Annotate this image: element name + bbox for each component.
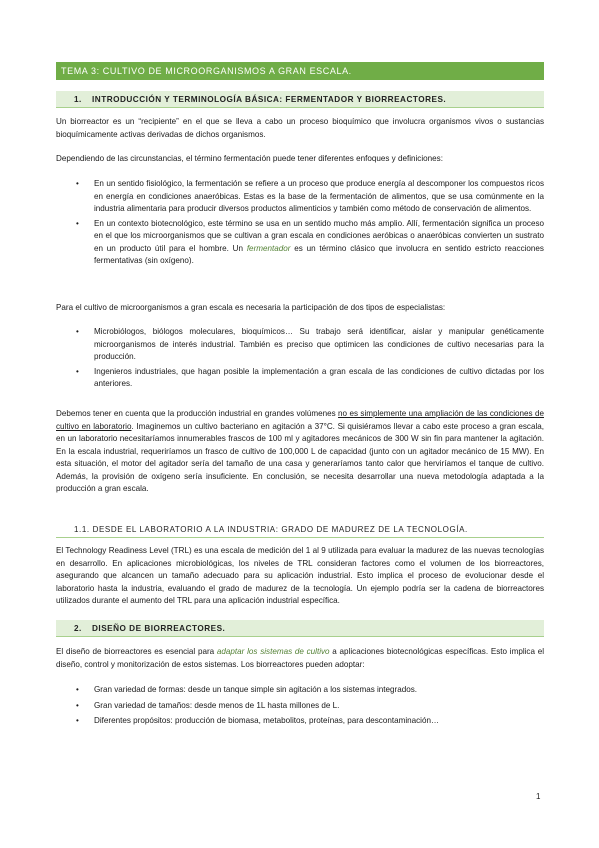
fermentation-paragraph: [56, 153, 544, 166]
scale-up-paragraph: [56, 408, 544, 496]
bullet-icon: •: [76, 716, 79, 725]
trl-paragraph: [56, 545, 544, 608]
section-number: 1.: [74, 95, 82, 104]
bullet-icon: •: [76, 685, 79, 694]
paragraph-text: [56, 646, 544, 671]
chapter-banner: TEMA 3: CULTIVO DE MICROORGANISMOS A GRAN ESCALA.: [56, 62, 544, 80]
paragraph-text: Un biorreactor es un “recipiente” en el que se lleva a cabo un proceso bioquímico que involucra organismos vivos o sustancias bioquímicamente activas derivadas de dichos organismos.: [56, 117, 544, 139]
subsection-title: DESDE EL LABORATORIO A LA INDUSTRIA: GRADO DE MADUREZ DE LA TECNOLOGÍA.: [92, 525, 468, 534]
specialists-list: [56, 326, 544, 391]
list-item-text: es un término clásico que involucra en sentido estricto reacciones fermentativas (sin oxígeno).: [94, 243, 544, 265]
list-item: [56, 684, 544, 697]
list-item-text: Gran variedad de formas: desde un tanque simple sin agitación a los sistemas integrados.: [94, 685, 418, 694]
bullet-icon: •: [76, 179, 79, 188]
paragraph-text: Dependiendo de las circunstancias, el término fermentación puede tener diferentes enfoques y definiciones:: [56, 154, 443, 163]
bioreactor-features-list: [56, 684, 544, 728]
list-item-text: Microbiólogos, biólogos moleculares, bioquímicos… Su trabajo será identificar, aislar y manipular genéticamente microorganismos de interés industrial. También es preciso que optimicen las condiciones de cultivo necesarias para la producción.: [94, 327, 544, 361]
list-item: [56, 700, 544, 713]
list-item: [56, 366, 544, 391]
underlined-statement: no es simplemente una ampliación de las condiciones de cultivo en laboratorio: [56, 409, 544, 431]
intro-paragraph: [56, 116, 544, 141]
section-heading-1: [56, 91, 544, 108]
subsection-number: 1.1.: [74, 525, 90, 534]
list-item-text: En un contexto biotecnológico, este término se usa en un sentido mucho más amplio. Allí, fermentación significa un proceso en el que los microorganismos que se cultivan a gran escala en condiciones aeróbicas o anaeróbicas convierten un sustrato en un producto útil para el hombre. Un: [94, 218, 544, 253]
list-item-text: Diferentes propósitos: producción de biomasa, metabolitos, proteínas, para descontaminación…: [94, 716, 440, 725]
list-item: [56, 218, 544, 268]
section-title: DISEÑO DE BIORREACTORES.: [92, 624, 226, 633]
list-item: [56, 715, 544, 728]
bullet-icon: •: [76, 327, 79, 336]
section-title: INTRODUCCIÓN Y TERMINOLOGÍA BÁSICA: FERMENTADOR Y BIORREACTORES.: [92, 95, 447, 104]
page-number: 1: [536, 792, 541, 801]
bullet-icon: •: [76, 366, 79, 376]
paragraph-run: a aplicaciones biotecnológicas específicas. Esto implica el diseño, control y monitorización de estos sistemas. Los biorreactores pueden adoptar:: [56, 647, 545, 669]
design-paragraph: [56, 646, 544, 671]
paragraph-run: El diseño de biorreactores es esencial para: [56, 647, 217, 656]
list-item-text: En un sentido fisiológico, la fermentación se refiere a un proceso que produce energía al descomponer los compuestos ricos en energía en condiciones anaeróbicas. Estas es la base de la fermentación de alimentos, que se usa comúnmente en la industria alimentaria para producir diversos productos alimenticios y también como método de conservación de alimentos.: [94, 179, 544, 213]
list-item-text: Ingenieros industriales, que hagan posible la implementación a gran escala de las condiciones de cultivo dictadas por los anteriores.: [94, 366, 544, 388]
emphasis-term: adaptar los sistemas de cultivo: [216, 647, 330, 656]
section-heading-2: [56, 620, 544, 637]
list-item: [56, 326, 544, 364]
list-item: [56, 178, 544, 216]
section-number: 2.: [74, 624, 82, 633]
paragraph-text: El Technology Readiness Level (TRL) es una escala de medición del 1 al 9 utilizada para evaluar la madurez de las nuevas tecnologías en desarrollo. En aplicaciones microbiológicas, los niveles de TRL consideran factores como el volumen de los biorreactores, asegurando que alcancen un tamaño adecuado para su aplicación industrial. Esto implica el proceso de evolucionar desde el laboratorio hasta la industria, evaluando el grado de madurez de la tecnología. Un ejemplo podría ser la cadena de biorreactores utilizados durante el aumento del TRL para una aplicación industrial específica.: [56, 546, 544, 605]
subsection-heading-1-1: [56, 522, 544, 538]
paragraph-text: Para el cultivo de microorganismos a gran escala es necesaria la participación de dos tipos de especialistas:: [56, 303, 446, 312]
list-item-text: Gran variedad de tamaños: desde menos de 1L hasta millones de L.: [94, 700, 340, 710]
fermentation-list: [56, 178, 544, 268]
bullet-icon: •: [76, 700, 79, 710]
paragraph-text: [56, 408, 544, 496]
emphasis-term: fermentador: [246, 243, 291, 253]
paragraph-run: Debemos tener en cuenta que la producción industrial en grandes volúmenes: [56, 409, 339, 418]
paragraph-run: . Imaginemos un cultivo bacteriano en agitación a 37°C. Si quisiéramos llevar a cabo este proceso a gran escala, en un laboratorio necesitaríamos innumerables frascos de 100 ml y agitadores mecánicos de 300 W sin fin para mantener la agitación. En la escala industrial, requeriríamos un frasco de cultivo de 100,000 L de capacidad (junto con un agitador mecánico de 15 MW). En esta situación, el motor del agitador sería del tamaño de una casa y generaríamos tanto calor que herviríamos el tanque de cultivo. Además, la provisión de oxígeno sería insuficiente. En conclusión, se necesita desarrollar una nueva metodología adaptada a la producción a gran escala.: [56, 421, 545, 493]
specialists-paragraph: [56, 302, 544, 315]
bullet-icon: •: [76, 218, 79, 228]
